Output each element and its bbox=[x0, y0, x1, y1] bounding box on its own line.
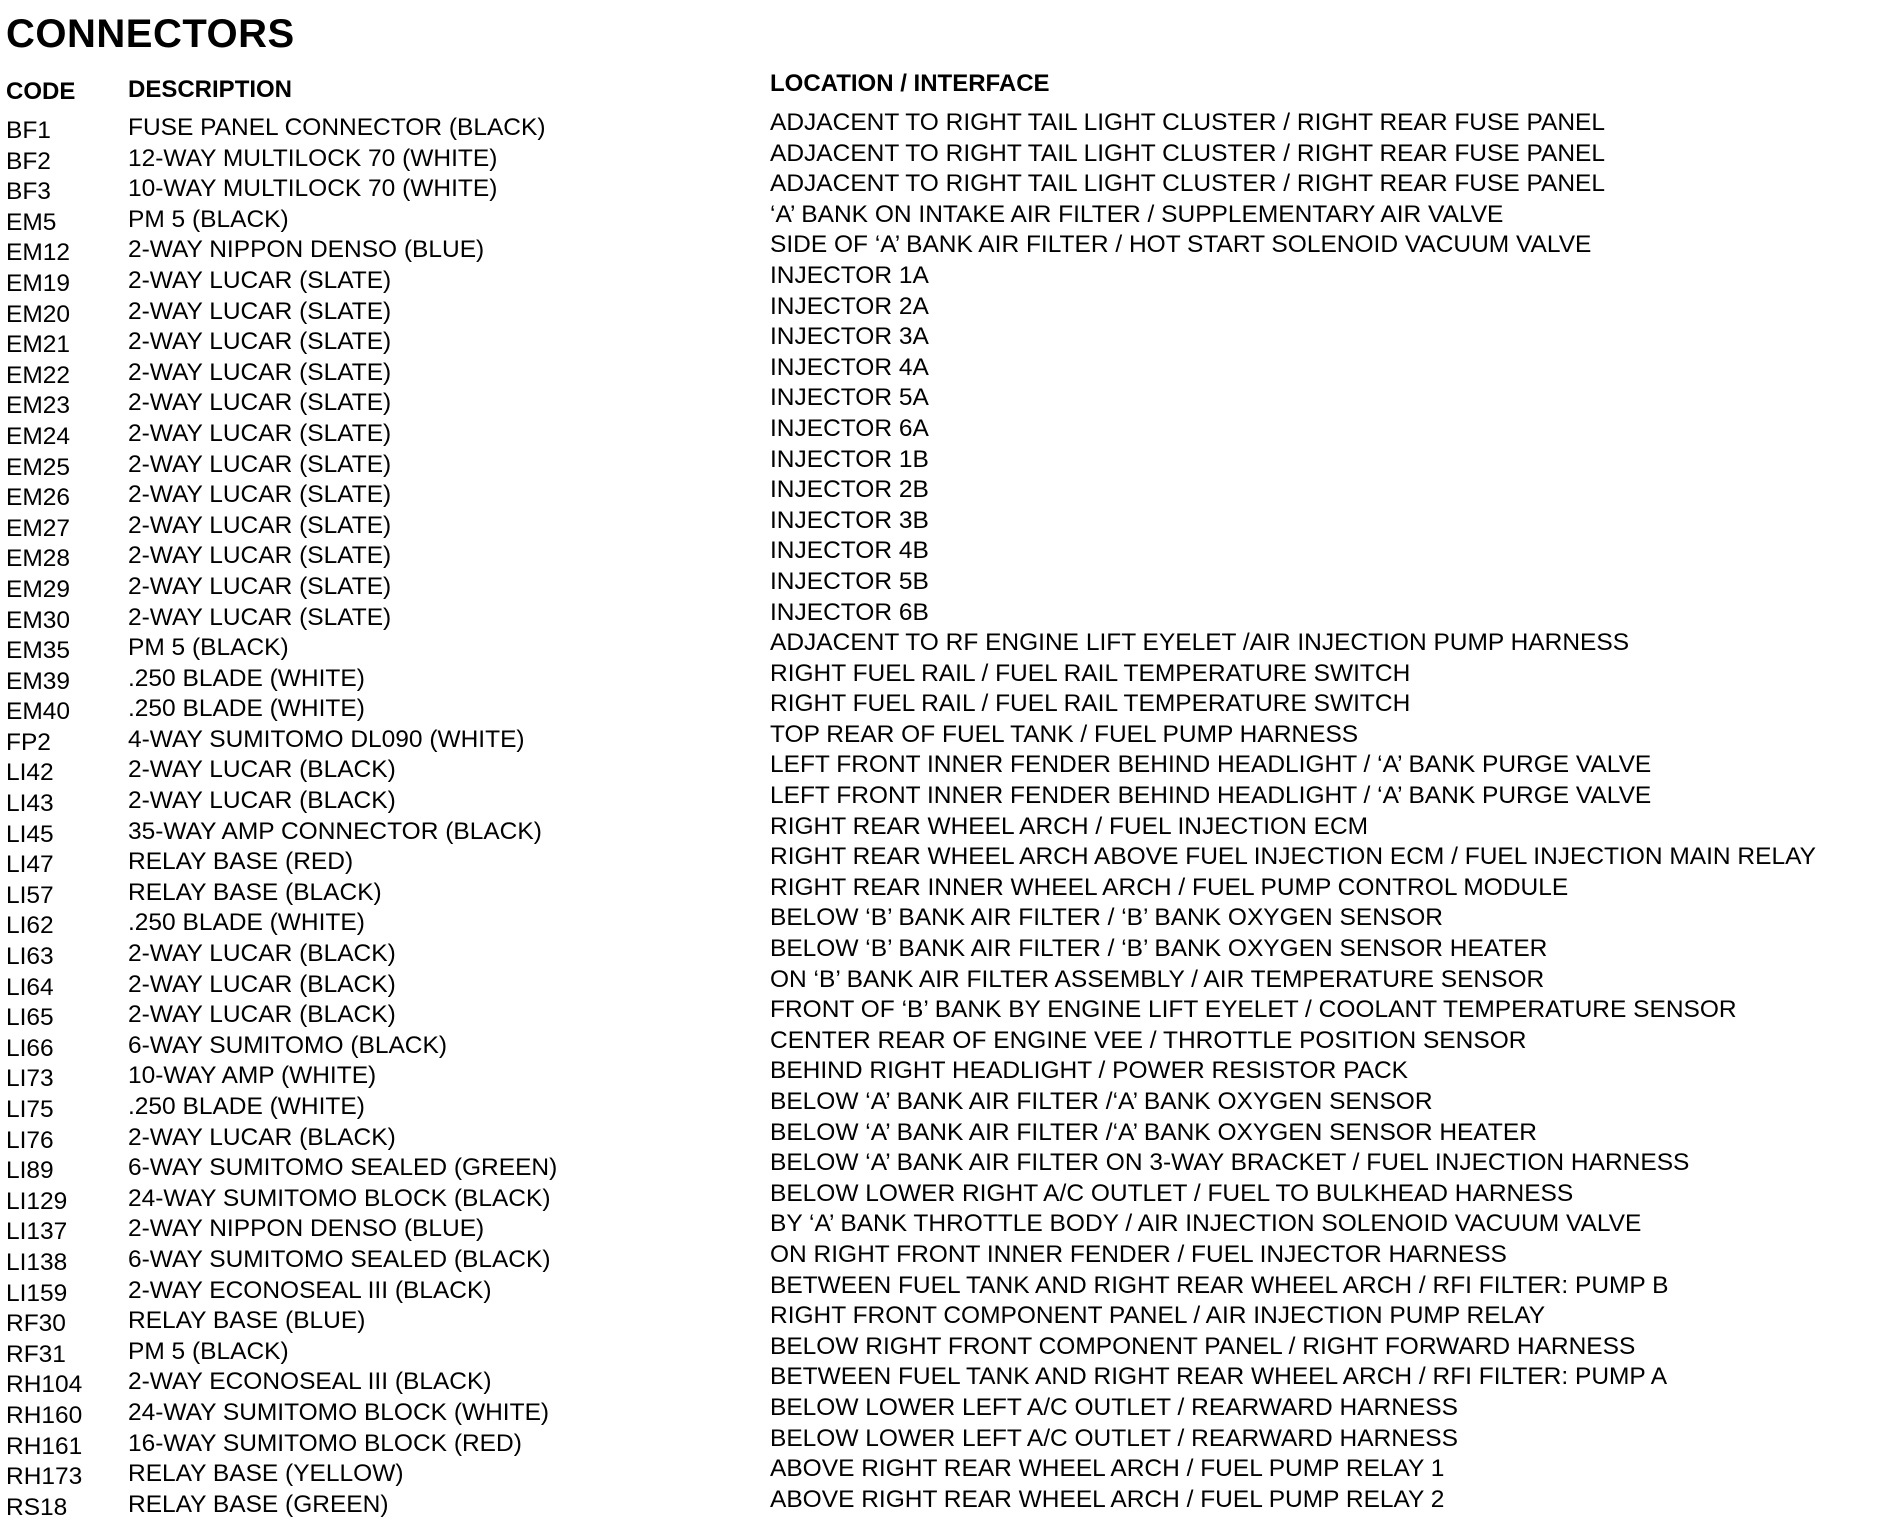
connector-location: BELOW ‘A’ BANK AIR FILTER /‘A’ BANK OXYGEN SENSOR bbox=[770, 1088, 1433, 1115]
connector-code: FP2 bbox=[6, 728, 51, 756]
connector-code: LI137 bbox=[6, 1218, 68, 1246]
connector-location: ABOVE RIGHT REAR WHEEL ARCH / FUEL PUMP RELAY 1 bbox=[770, 1455, 1445, 1483]
column-header-code: CODE bbox=[6, 78, 76, 105]
connector-code: LI159 bbox=[6, 1279, 68, 1307]
connector-location: CENTER REAR OF ENGINE VEE / THROTTLE POSITION SENSOR bbox=[770, 1026, 1527, 1054]
connector-code: EM5 bbox=[6, 208, 57, 236]
connector-location: INJECTOR 4A bbox=[770, 353, 929, 381]
connector-location: BELOW LOWER LEFT A/C OUTLET / REARWARD HARNESS bbox=[770, 1424, 1458, 1452]
connector-location: ADJACENT TO RIGHT TAIL LIGHT CLUSTER / RIGHT REAR FUSE PANEL bbox=[770, 139, 1605, 167]
connector-code: LI75 bbox=[6, 1096, 54, 1123]
column-header-description: DESCRIPTION bbox=[128, 76, 293, 103]
connector-location: INJECTOR 4B bbox=[770, 537, 929, 565]
connector-code: LI45 bbox=[6, 820, 54, 848]
connector-description: .250 BLADE (WHITE) bbox=[128, 909, 365, 937]
connector-location: INJECTOR 6A bbox=[770, 414, 929, 442]
connector-code: RH104 bbox=[6, 1371, 83, 1399]
connector-description: 6-WAY SUMITOMO (BLACK) bbox=[128, 1031, 447, 1059]
connector-location: ‘A’ BANK ON INTAKE AIR FILTER / SUPPLEMENTARY AIR VALVE bbox=[770, 200, 1504, 228]
connector-location: INJECTOR 1B bbox=[770, 445, 929, 473]
connector-code: EM22 bbox=[6, 361, 71, 389]
table-row bbox=[0, 353, 1890, 389]
table-row bbox=[0, 384, 1890, 420]
connector-description: PM 5 (BLACK) bbox=[128, 1337, 289, 1365]
connector-description: 2-WAY LUCAR (BLACK) bbox=[128, 1001, 396, 1029]
connector-location: BEHIND RIGHT HEADLIGHT / POWER RESISTOR PACK bbox=[770, 1057, 1409, 1085]
connector-location: BELOW RIGHT FRONT COMPONENT PANEL / RIGHT FORWARD HARNESS bbox=[770, 1332, 1636, 1360]
connector-description: 2-WAY LUCAR (SLATE) bbox=[128, 511, 392, 539]
connector-code: EM12 bbox=[6, 239, 71, 267]
connector-location: RIGHT REAR WHEEL ARCH / FUEL INJECTION ECM bbox=[770, 812, 1369, 840]
connector-description: 2-WAY NIPPON DENSO (BLUE) bbox=[128, 1215, 485, 1243]
connector-location: INJECTOR 2B bbox=[770, 476, 929, 504]
connector-location: SIDE OF ‘A’ BANK AIR FILTER / HOT START SOLENOID VACUUM VALVE bbox=[770, 231, 1592, 259]
connector-description: RELAY BASE (BLACK) bbox=[128, 878, 382, 906]
connector-description: .250 BLADE (WHITE) bbox=[128, 1093, 365, 1120]
table-row bbox=[0, 414, 1890, 450]
connector-description: PM 5 (BLACK) bbox=[128, 205, 289, 233]
connector-location: BETWEEN FUEL TANK AND RIGHT REAR WHEEL ARCH / RFI FILTER: PUMP B bbox=[770, 1271, 1669, 1299]
connector-location: BELOW ‘A’ BANK AIR FILTER /‘A’ BANK OXYGEN SENSOR HEATER bbox=[770, 1118, 1537, 1146]
connector-location: BELOW LOWER RIGHT A/C OUTLET / FUEL TO BULKHEAD HARNESS bbox=[770, 1179, 1574, 1207]
connector-code: LI47 bbox=[6, 851, 54, 879]
table-row bbox=[0, 231, 1890, 267]
connector-code: BF1 bbox=[6, 117, 51, 144]
connector-code: EM25 bbox=[6, 453, 71, 481]
connector-description: 2-WAY ECONOSEAL III (BLACK) bbox=[128, 1368, 492, 1396]
connector-description: 2-WAY LUCAR (SLATE) bbox=[128, 481, 392, 509]
connector-table bbox=[0, 109, 1890, 1521]
connector-description: 10-WAY MULTILOCK 70 (WHITE) bbox=[128, 175, 498, 203]
connector-location: ADJACENT TO RIGHT TAIL LIGHT CLUSTER / RIGHT REAR FUSE PANEL bbox=[770, 170, 1605, 198]
connector-code: BF3 bbox=[6, 178, 51, 206]
connector-description: 2-WAY LUCAR (SLATE) bbox=[128, 266, 392, 294]
connector-description: 24-WAY SUMITOMO BLOCK (BLACK) bbox=[128, 1184, 551, 1212]
connector-location: BELOW ‘B’ BANK AIR FILTER / ‘B’ BANK OXYGEN SENSOR bbox=[770, 904, 1443, 932]
connector-code: EM28 bbox=[6, 545, 71, 573]
connector-code: LI66 bbox=[6, 1034, 54, 1062]
connector-location: ABOVE RIGHT REAR WHEEL ARCH / FUEL PUMP RELAY 2 bbox=[770, 1485, 1445, 1513]
connector-description: 2-WAY LUCAR (SLATE) bbox=[128, 542, 392, 570]
connector-location: BY ‘A’ BANK THROTTLE BODY / AIR INJECTION SOLENOID VACUUM VALVE bbox=[770, 1210, 1642, 1238]
connector-location: RIGHT FUEL RAIL / FUEL RAIL TEMPERATURE SWITCH bbox=[770, 690, 1411, 718]
connector-description: 2-WAY ECONOSEAL III (BLACK) bbox=[128, 1276, 492, 1304]
connector-code: EM20 bbox=[6, 300, 71, 328]
connector-code: RH161 bbox=[6, 1432, 83, 1460]
connector-code: LI63 bbox=[6, 943, 54, 971]
connector-description: .250 BLADE (WHITE) bbox=[128, 695, 365, 723]
connector-location: INJECTOR 3A bbox=[770, 323, 929, 351]
connector-location: ON ‘B’ BANK AIR FILTER ASSEMBLY / AIR TEMPERATURE SENSOR bbox=[770, 965, 1545, 993]
connector-description: 2-WAY NIPPON DENSO (BLUE) bbox=[128, 236, 485, 264]
connector-description: 2-WAY LUCAR (BLACK) bbox=[128, 940, 396, 968]
connector-description: RELAY BASE (RED) bbox=[128, 848, 354, 876]
connector-description: 24-WAY SUMITOMO BLOCK (WHITE) bbox=[128, 1398, 550, 1426]
connector-description: 6-WAY SUMITOMO SEALED (BLACK) bbox=[128, 1245, 551, 1273]
connector-description: 16-WAY SUMITOMO BLOCK (RED) bbox=[128, 1429, 522, 1457]
connector-location: RIGHT REAR WHEEL ARCH ABOVE FUEL INJECTION ECM / FUEL INJECTION MAIN RELAY bbox=[770, 843, 1816, 871]
connector-code: RF31 bbox=[6, 1340, 66, 1368]
connector-description: 2-WAY LUCAR (SLATE) bbox=[128, 572, 392, 600]
connector-code: LI129 bbox=[6, 1187, 68, 1215]
connector-code: EM35 bbox=[6, 637, 71, 665]
table-row bbox=[0, 537, 1890, 573]
connector-description: 4-WAY SUMITOMO DL090 (WHITE) bbox=[128, 725, 525, 753]
page-title: CONNECTORS bbox=[6, 12, 295, 56]
connector-description: 2-WAY LUCAR (SLATE) bbox=[128, 328, 392, 356]
connector-location: RIGHT FUEL RAIL / FUEL RAIL TEMPERATURE SWITCH bbox=[770, 659, 1411, 687]
connector-code: LI76 bbox=[6, 1126, 54, 1154]
connector-code: EM24 bbox=[6, 422, 71, 450]
connector-description: RELAY BASE (YELLOW) bbox=[128, 1460, 404, 1488]
connector-code: RH173 bbox=[6, 1463, 83, 1491]
connector-location: INJECTOR 5A bbox=[770, 384, 929, 412]
connector-description: RELAY BASE (GREEN) bbox=[128, 1490, 389, 1518]
connector-description: 35-WAY AMP CONNECTOR (BLACK) bbox=[128, 817, 542, 845]
connector-code: RF30 bbox=[6, 1310, 66, 1338]
connector-description: 2-WAY LUCAR (BLACK) bbox=[128, 756, 396, 784]
connector-code: LI138 bbox=[6, 1248, 68, 1276]
connector-location: BELOW LOWER LEFT A/C OUTLET / REARWARD HARNESS bbox=[770, 1393, 1458, 1421]
connector-code: EM39 bbox=[6, 667, 71, 695]
connector-description: PM 5 (BLACK) bbox=[128, 634, 289, 662]
connector-location: BELOW ‘A’ BANK AIR FILTER ON 3-WAY BRACKET / FUEL INJECTION HARNESS bbox=[770, 1149, 1690, 1177]
connector-code: LI57 bbox=[6, 881, 54, 909]
connector-description: RELAY BASE (BLUE) bbox=[128, 1307, 366, 1335]
connector-code: LI89 bbox=[6, 1157, 54, 1185]
connector-description: .250 BLADE (WHITE) bbox=[128, 664, 365, 692]
connector-location: RIGHT REAR INNER WHEEL ARCH / FUEL PUMP CONTROL MODULE bbox=[770, 873, 1569, 901]
connector-description: 2-WAY LUCAR (BLACK) bbox=[128, 787, 396, 815]
connector-code: EM21 bbox=[6, 331, 71, 359]
connector-location: ON RIGHT FRONT INNER FENDER / FUEL INJECTOR HARNESS bbox=[770, 1240, 1507, 1268]
connector-code: LI73 bbox=[6, 1065, 54, 1093]
connector-description: 2-WAY LUCAR (SLATE) bbox=[128, 297, 392, 325]
connector-code: LI64 bbox=[6, 973, 54, 1001]
connector-code: LI62 bbox=[6, 912, 54, 940]
table-row bbox=[0, 567, 1890, 603]
table-row bbox=[0, 445, 1890, 481]
connector-location: INJECTOR 1A bbox=[770, 261, 929, 289]
table-row bbox=[0, 506, 1890, 542]
connector-code: BF2 bbox=[6, 147, 51, 175]
connector-description: 12-WAY MULTILOCK 70 (WHITE) bbox=[128, 144, 498, 172]
connector-location: LEFT FRONT INNER FENDER BEHIND HEADLIGHT / ‘A’ BANK PURGE VALVE bbox=[770, 751, 1652, 779]
connector-description: 2-WAY LUCAR (SLATE) bbox=[128, 389, 392, 417]
table-row bbox=[0, 261, 1890, 297]
connector-location: INJECTOR 6B bbox=[770, 598, 929, 626]
connector-description: 2-WAY LUCAR (BLACK) bbox=[128, 1123, 396, 1151]
table-row bbox=[0, 476, 1890, 512]
connector-description: 2-WAY LUCAR (SLATE) bbox=[128, 603, 392, 631]
connector-description: 10-WAY AMP (WHITE) bbox=[128, 1062, 377, 1090]
connector-location: RIGHT FRONT COMPONENT PANEL / AIR INJECTION PUMP RELAY bbox=[770, 1302, 1546, 1330]
table-row bbox=[0, 1485, 1890, 1521]
connector-code: EM30 bbox=[6, 606, 71, 634]
connector-location: LEFT FRONT INNER FENDER BEHIND HEADLIGHT / ‘A’ BANK PURGE VALVE bbox=[770, 782, 1652, 810]
table-row bbox=[0, 292, 1890, 328]
connector-location: BETWEEN FUEL TANK AND RIGHT REAR WHEEL ARCH / RFI FILTER: PUMP A bbox=[770, 1363, 1668, 1391]
column-header-location: LOCATION / INTERFACE bbox=[770, 70, 1050, 97]
connector-description: 2-WAY LUCAR (SLATE) bbox=[128, 358, 392, 386]
connector-code: EM26 bbox=[6, 484, 71, 512]
connector-code: LI42 bbox=[6, 759, 54, 787]
connector-code: EM23 bbox=[6, 392, 71, 420]
connector-description: FUSE PANEL CONNECTOR (BLACK) bbox=[128, 114, 546, 141]
connector-location: TOP REAR OF FUEL TANK / FUEL PUMP HARNESS bbox=[770, 720, 1359, 748]
connector-code: EM29 bbox=[6, 575, 71, 603]
connector-code: RS18 bbox=[6, 1493, 68, 1521]
connector-location: INJECTOR 5B bbox=[770, 567, 929, 595]
connector-description: 2-WAY LUCAR (SLATE) bbox=[128, 450, 392, 478]
table-row bbox=[0, 323, 1890, 359]
connector-location: ADJACENT TO RF ENGINE LIFT EYELET /AIR INJECTION PUMP HARNESS bbox=[770, 629, 1630, 657]
connector-code: LI43 bbox=[6, 790, 54, 818]
connector-location: INJECTOR 3B bbox=[770, 506, 929, 534]
connector-code: RH160 bbox=[6, 1401, 83, 1429]
connector-code: EM19 bbox=[6, 269, 71, 297]
connector-description: 6-WAY SUMITOMO SEALED (GREEN) bbox=[128, 1154, 558, 1182]
connector-location: INJECTOR 2A bbox=[770, 292, 929, 320]
connector-location: ADJACENT TO RIGHT TAIL LIGHT CLUSTER / RIGHT REAR FUSE PANEL bbox=[770, 109, 1605, 136]
connector-code: EM27 bbox=[6, 514, 71, 542]
connector-location: FRONT OF ‘B’ BANK BY ENGINE LIFT EYELET / COOLANT TEMPERATURE SENSOR bbox=[770, 996, 1737, 1024]
connector-code: EM40 bbox=[6, 698, 71, 726]
connector-description: 2-WAY LUCAR (BLACK) bbox=[128, 970, 396, 998]
connector-code: LI65 bbox=[6, 1004, 54, 1032]
connector-description: 2-WAY LUCAR (SLATE) bbox=[128, 419, 392, 447]
connector-location: BELOW ‘B’ BANK AIR FILTER / ‘B’ BANK OXYGEN SENSOR HEATER bbox=[770, 935, 1548, 963]
